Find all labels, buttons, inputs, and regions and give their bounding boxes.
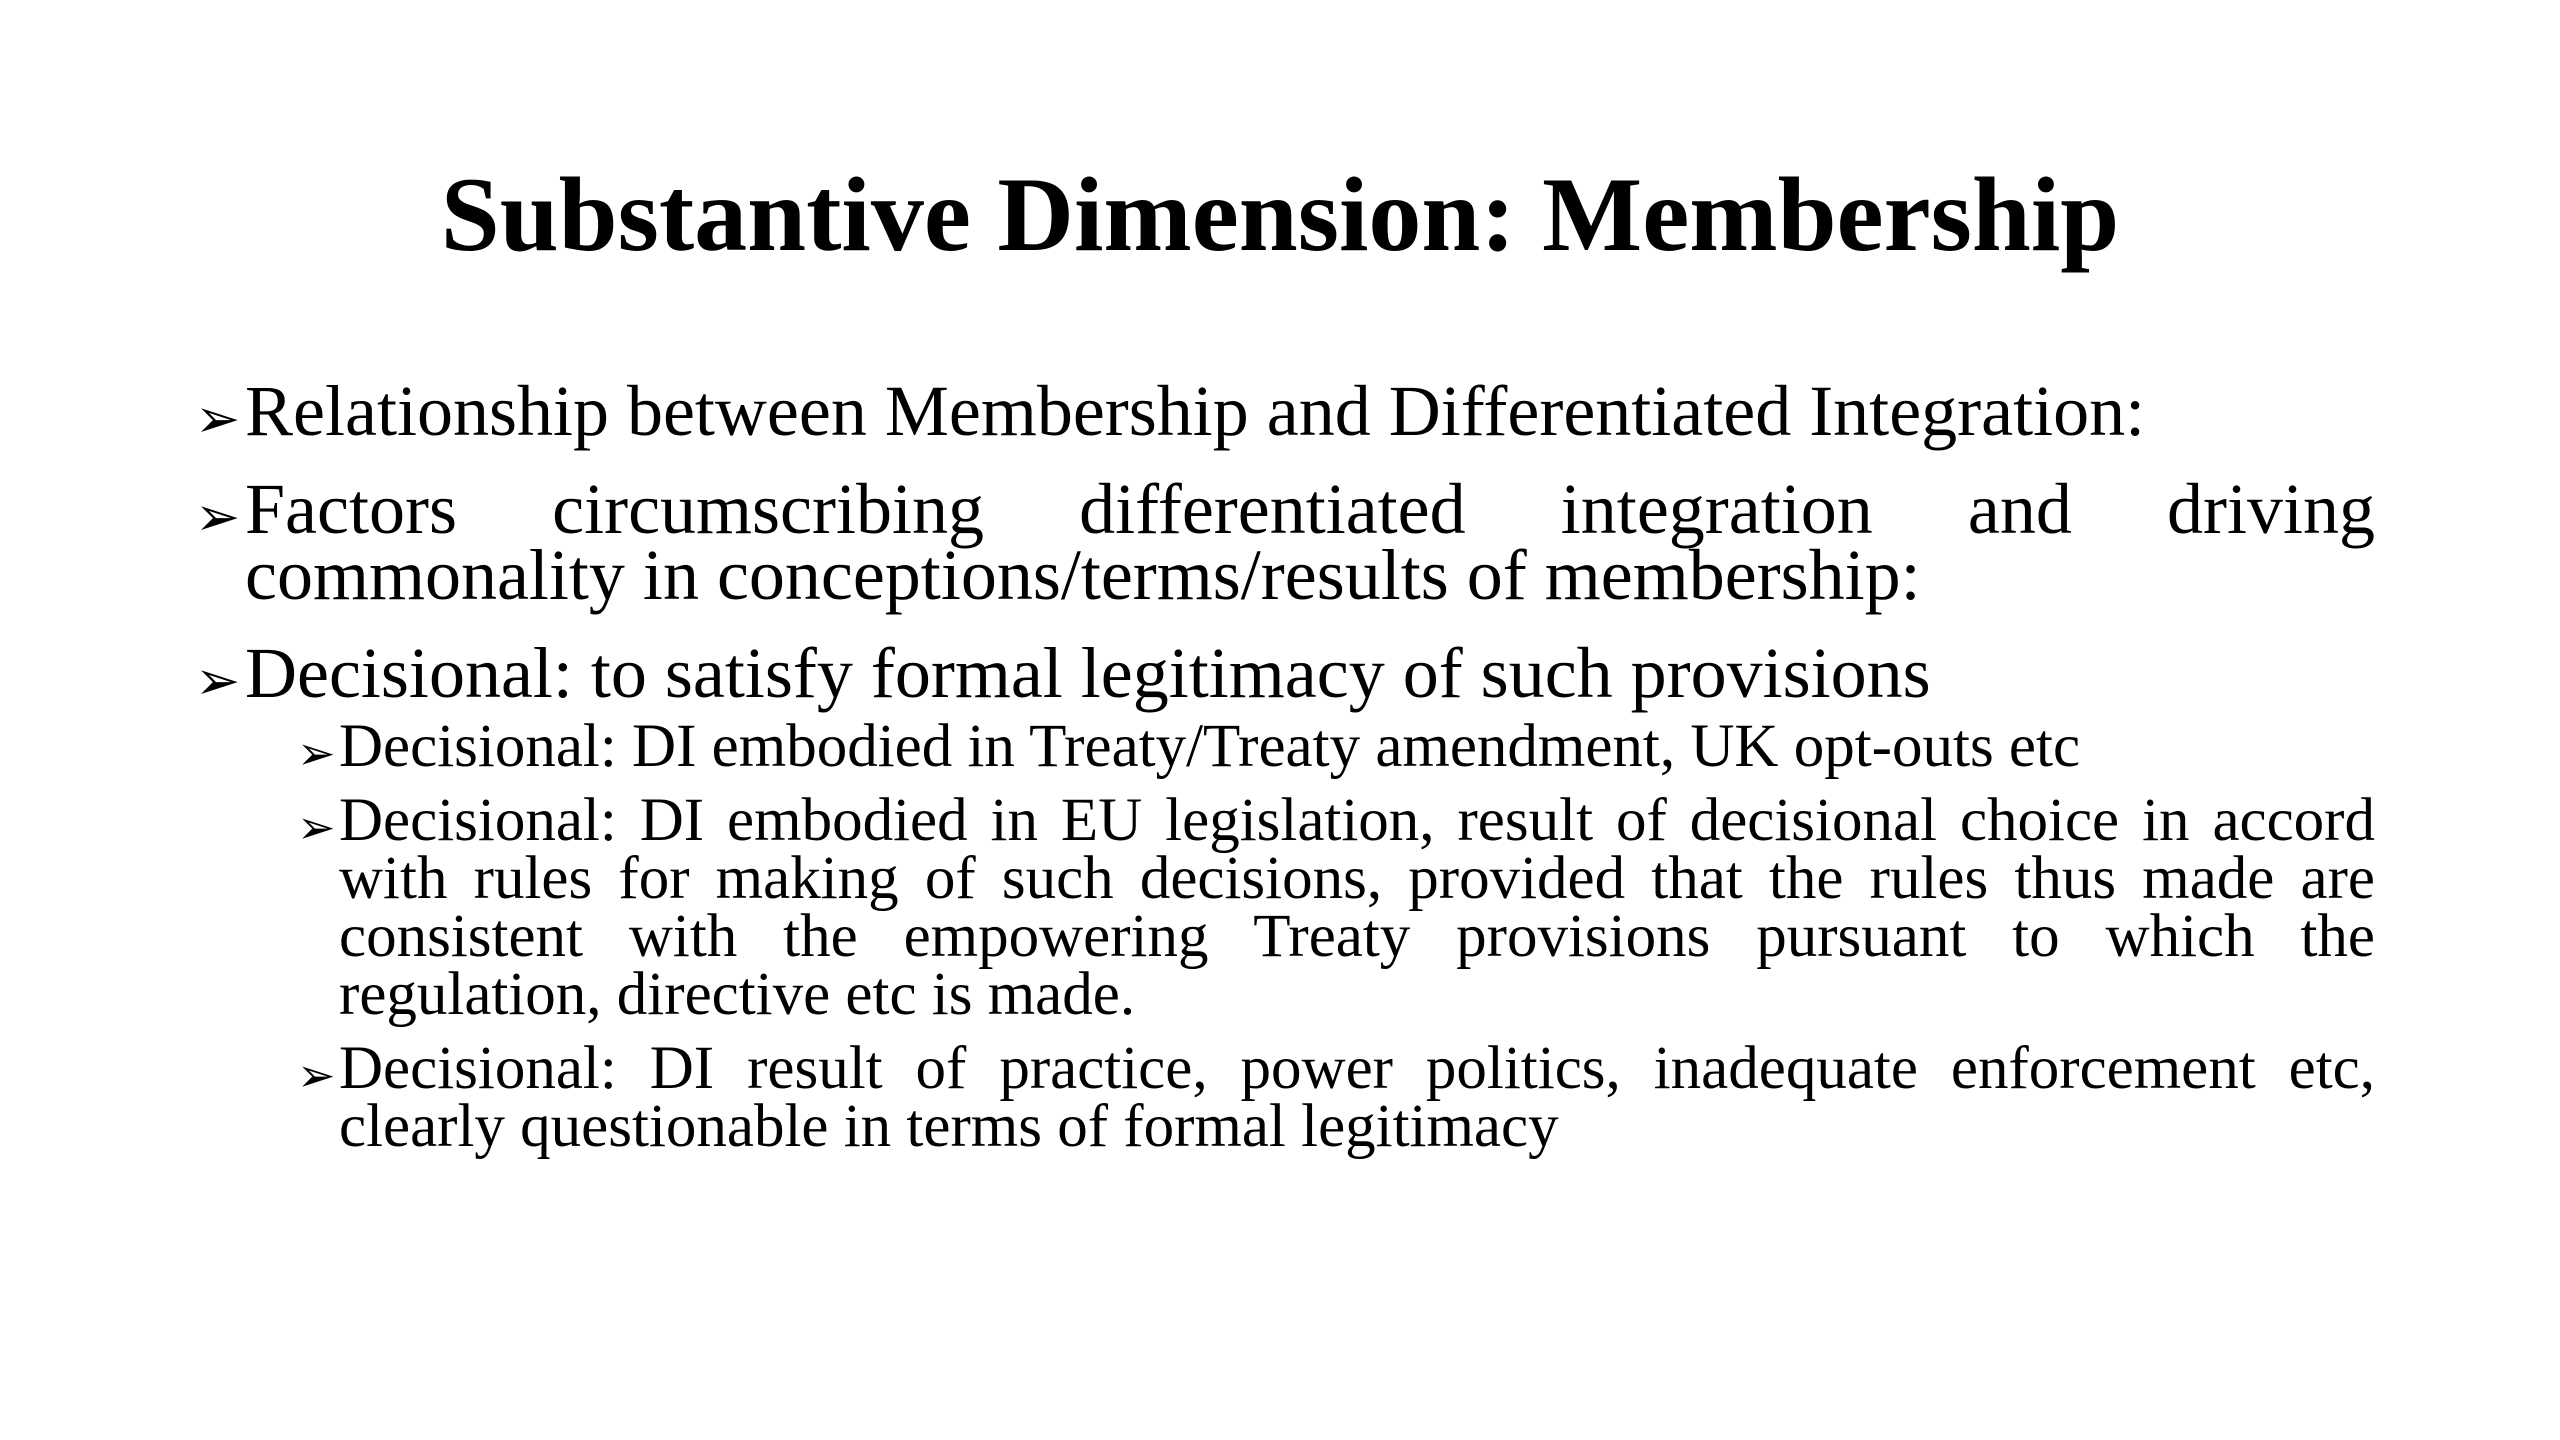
slide-title: Substantive Dimension: Membership [440,156,2120,273]
sub-bullet-item [297,1035,2375,1160]
bullet-text: Relationship between Membership and Differentiated Integration: [245,371,2146,451]
arrow-bullet-icon: ➢ [297,800,336,854]
slide-body [195,371,2375,1172]
arrow-bullet-icon: ➢ [297,726,336,780]
sub-bullet-item [297,713,2375,780]
arrow-bullet-icon: ➢ [195,387,241,450]
sub-bullet-item [297,787,2375,1028]
bullet-item [195,469,2375,615]
bullet-text: Decisional: to satisfy formal legitimacy of such provisions [245,633,1931,713]
arrow-bullet-icon: ➢ [297,1048,336,1102]
bullet-item [195,633,2375,713]
arrow-bullet-icon: ➢ [195,649,241,712]
sub-bullet-text: Decisional: DI result of practice, power politics, inadequate enforcement etc, clearly questionable in terms of formal legitimacy [339,1035,2375,1160]
bullet-item [195,371,2375,451]
sub-bullet-text: Decisional: DI embodied in Treaty/Treaty amendment, UK opt-outs etc [339,713,2081,780]
bullet-text: Factors circumscribing differentiated integration and driving commonality in conceptions/terms/results of membership: [245,469,2375,615]
sub-bullet-text: Decisional: DI embodied in EU legislation, result of decisional choice in accord with rules for making of such decisions, provided that the rules thus made are consistent with the empowering Treaty provisions pursuant to which the regulation, directive etc is made. [339,787,2375,1028]
arrow-bullet-icon: ➢ [195,485,241,548]
